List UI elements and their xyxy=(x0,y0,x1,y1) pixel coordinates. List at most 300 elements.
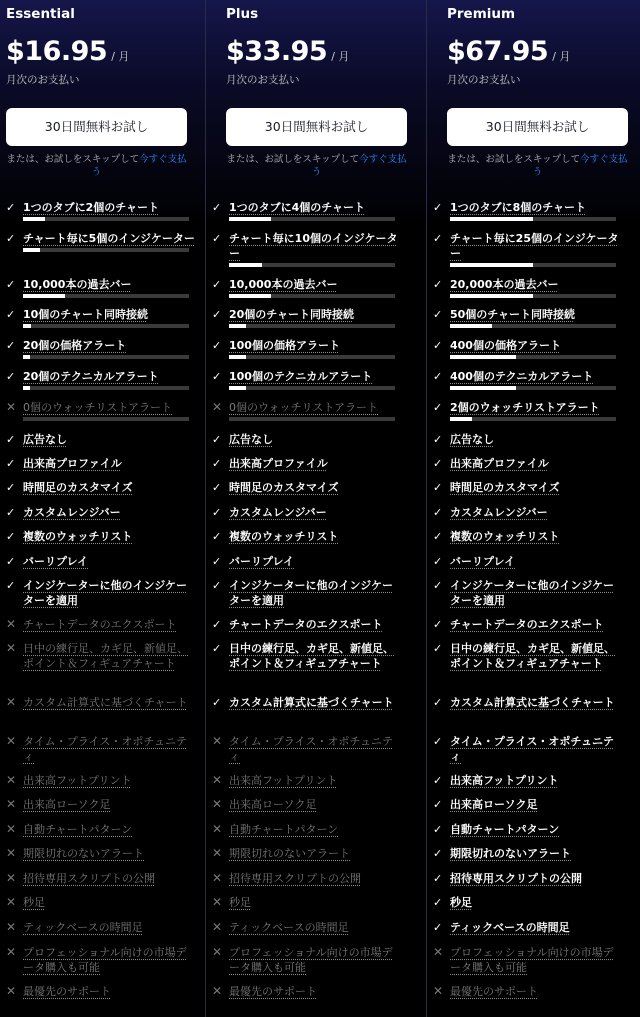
limit-label: チャート毎に5個のインジケーター xyxy=(23,232,195,245)
cross-icon: ✕ xyxy=(6,920,17,934)
feature-label: 出来高フットプリント xyxy=(23,774,132,787)
limit-label: 10,000本の過去バー xyxy=(229,278,338,291)
limit-bar-fill xyxy=(229,263,262,267)
limit-bar-fill xyxy=(229,217,271,221)
feature-label: 招待専用スクリプトの公開 xyxy=(450,872,582,885)
feature-item xyxy=(433,456,623,471)
feature-item xyxy=(433,797,623,812)
limit-label: 0個のウォッチリストアラート xyxy=(229,401,379,414)
check-icon: ✓ xyxy=(433,401,443,414)
feature-label: 時間足のカスタマイズ xyxy=(229,481,339,494)
cross-icon: ✕ xyxy=(6,797,17,811)
limit-label: 20個のテクニカルアラート xyxy=(23,370,159,383)
limit-bar-fill xyxy=(450,263,533,267)
limit-label: 0個のウォッチリストアラート xyxy=(23,401,173,414)
cross-icon: ✕ xyxy=(212,945,223,959)
feature-item xyxy=(6,846,196,861)
feature-item xyxy=(433,554,623,569)
limit-feature xyxy=(6,369,196,390)
cross-icon: ✕ xyxy=(212,797,223,811)
check-icon: ✓ xyxy=(6,433,16,446)
cross-icon: ✕ xyxy=(212,984,223,998)
feature-label: プロフェッショナル向けの市場データ購入も可能 xyxy=(450,946,614,974)
feature-label: 日中の練行足、カギ足、新値足、ポイント＆フィギュアチャート xyxy=(229,642,394,670)
feature-item xyxy=(212,578,402,608)
limit-bar xyxy=(23,248,189,252)
price-period: / 月 xyxy=(331,50,350,63)
price-row xyxy=(226,36,426,70)
limit-feature xyxy=(433,369,623,390)
check-icon: ✓ xyxy=(212,579,222,592)
feature-label: 期限切れのないアラート xyxy=(229,847,350,860)
plan-name: Essential xyxy=(6,6,75,22)
billing-cycle: 月次のお支払い xyxy=(447,74,521,86)
check-icon: ✓ xyxy=(6,339,16,352)
limit-bar-fill xyxy=(23,294,65,298)
feature-label: インジケーターに他のインジケーターを適用 xyxy=(229,579,394,607)
feature-label: 出来高プロファイル xyxy=(23,457,122,470)
check-icon: ✓ xyxy=(212,555,222,568)
check-icon: ✓ xyxy=(433,847,443,860)
feature-item xyxy=(212,846,402,861)
plan-column-plus xyxy=(206,0,427,1017)
feature-item xyxy=(433,984,623,999)
check-icon: ✓ xyxy=(6,481,16,494)
feature-label: 自動チャートパターン xyxy=(229,823,339,836)
plan-name: Premium xyxy=(447,6,516,22)
feature-label: 招待専用スクリプトの公開 xyxy=(229,872,361,885)
limit-label: 1つのタブに4個のチャート xyxy=(229,201,365,214)
feature-label: 広告なし xyxy=(229,433,273,446)
feature-item xyxy=(6,895,196,910)
feature-label: バーリプレイ xyxy=(23,555,89,568)
check-icon: ✓ xyxy=(6,457,16,470)
limit-bar-fill xyxy=(450,217,533,221)
cross-icon: ✕ xyxy=(212,920,223,934)
check-icon: ✓ xyxy=(212,370,222,383)
limit-label: 100個の価格アラート xyxy=(229,339,340,352)
limit-bar xyxy=(229,217,395,221)
feature-item xyxy=(433,641,623,671)
feature-item xyxy=(212,773,402,788)
feature-label: 複数のウォッチリスト xyxy=(229,530,339,543)
feature-label: ティックベースの時間足 xyxy=(450,921,570,934)
pay-now-link[interactable]: 今すぐ支払う xyxy=(91,154,187,178)
feature-label: 最優先のサポート xyxy=(23,985,111,998)
feature-item xyxy=(212,505,402,520)
feature-label: 期限切れのないアラート xyxy=(450,847,571,860)
feature-label: 日中の練行足、カギ足、新値足、ポイント＆フィギュアチャート xyxy=(23,642,188,670)
check-icon: ✓ xyxy=(433,735,443,748)
cross-icon: ✕ xyxy=(6,617,17,631)
feature-label: タイム・プライス・オポチュニティ xyxy=(23,735,188,763)
feature-item xyxy=(212,920,402,935)
check-icon: ✓ xyxy=(433,872,443,885)
skip-trial-label: または、お試しをスキップして xyxy=(226,154,360,165)
cross-icon: ✕ xyxy=(212,871,223,885)
cross-icon: ✕ xyxy=(212,734,223,748)
limit-bar xyxy=(23,294,189,298)
limit-feature xyxy=(212,338,402,359)
limit-feature xyxy=(212,307,402,328)
check-icon: ✓ xyxy=(212,530,222,543)
limit-feature xyxy=(433,277,623,298)
feature-label: カスタム計算式に基づくチャート xyxy=(23,696,188,709)
price-period: / 月 xyxy=(552,50,571,63)
check-icon: ✓ xyxy=(212,308,222,321)
feature-item xyxy=(6,578,196,608)
cross-icon: ✕ xyxy=(6,641,17,655)
feature-item xyxy=(212,456,402,471)
limit-label: 1つのタブに2個のチャート xyxy=(23,201,159,214)
feature-label: 秒足 xyxy=(450,896,472,909)
feature-label: タイム・プライス・オポチュニティ xyxy=(450,735,615,763)
feature-label: 最優先のサポート xyxy=(229,985,317,998)
feature-label: バーリプレイ xyxy=(450,555,516,568)
check-icon: ✓ xyxy=(433,232,443,245)
limit-feature xyxy=(6,400,196,421)
limit-bar-fill xyxy=(23,324,31,328)
feature-label: チャートデータのエクスポート xyxy=(450,618,604,631)
limit-bar xyxy=(23,417,189,421)
cross-icon: ✕ xyxy=(6,945,17,959)
feature-item xyxy=(6,920,196,935)
feature-label: 複数のウォッチリスト xyxy=(23,530,133,543)
feature-item xyxy=(433,945,623,975)
limit-feature xyxy=(212,231,402,267)
feature-item xyxy=(212,984,402,999)
limit-bar xyxy=(23,386,189,390)
check-icon: ✓ xyxy=(212,506,222,519)
check-icon: ✓ xyxy=(433,555,443,568)
limit-label: 20個の価格アラート xyxy=(23,339,127,352)
feature-label: カスタムレンジバー xyxy=(450,506,548,519)
limit-feature xyxy=(433,307,623,328)
cross-icon: ✕ xyxy=(6,695,17,709)
feature-item xyxy=(433,578,623,608)
limit-bar xyxy=(23,324,189,328)
feature-label: インジケーターに他のインジケーターを適用 xyxy=(23,579,188,607)
limit-label: 10個のチャート同時接続 xyxy=(23,308,148,321)
feature-item xyxy=(6,695,196,710)
feature-label: チャートデータのエクスポート xyxy=(23,618,177,631)
check-icon: ✓ xyxy=(212,696,222,709)
feature-item xyxy=(212,432,402,447)
free-trial-button[interactable]: 30日間無料お試し xyxy=(6,108,187,146)
feature-label: カスタム計算式に基づくチャート xyxy=(229,696,394,709)
limit-bar xyxy=(450,386,616,390)
limit-bar xyxy=(450,417,616,421)
feature-item xyxy=(433,822,623,837)
feature-item xyxy=(6,871,196,886)
limit-bar-fill xyxy=(450,386,516,390)
free-trial-button[interactable]: 30日間無料お試し xyxy=(226,108,407,146)
feature-label: 時間足のカスタマイズ xyxy=(23,481,133,494)
limit-bar xyxy=(450,355,616,359)
feature-item xyxy=(212,480,402,495)
feature-item xyxy=(212,641,402,671)
feature-label: ティックベースの時間足 xyxy=(229,921,349,934)
check-icon: ✓ xyxy=(433,201,443,214)
skip-trial-text xyxy=(447,153,628,179)
feature-item xyxy=(433,895,623,910)
cross-icon: ✕ xyxy=(6,846,17,860)
feature-item xyxy=(433,695,623,710)
limit-bar-fill xyxy=(23,248,40,252)
feature-label: 出来高フットプリント xyxy=(450,774,559,787)
check-icon: ✓ xyxy=(433,530,443,543)
check-icon: ✓ xyxy=(6,370,16,383)
limit-label: 50個のチャート同時接続 xyxy=(450,308,575,321)
limit-label: 20個のチャート同時接続 xyxy=(229,308,354,321)
cross-icon: ✕ xyxy=(433,945,444,959)
feature-label: インジケーターに他のインジケーターを適用 xyxy=(450,579,615,607)
feature-label: プロフェッショナル向けの市場データ購入も可能 xyxy=(229,946,393,974)
check-icon: ✓ xyxy=(433,278,443,291)
skip-trial-text xyxy=(226,153,407,179)
plan-column-essential xyxy=(0,0,206,1017)
limit-bar xyxy=(229,417,395,421)
cross-icon: ✕ xyxy=(6,773,17,787)
feature-label: チャートデータのエクスポート xyxy=(229,618,383,631)
price-period: / 月 xyxy=(111,50,130,63)
feature-item xyxy=(6,456,196,471)
cross-icon: ✕ xyxy=(6,822,17,836)
cross-icon: ✕ xyxy=(6,871,17,885)
feature-item xyxy=(6,617,196,632)
limit-feature xyxy=(6,338,196,359)
limit-bar-fill xyxy=(450,294,533,298)
feature-label: カスタムレンジバー xyxy=(229,506,327,519)
cross-icon: ✕ xyxy=(433,984,444,998)
feature-label: 広告なし xyxy=(23,433,67,446)
cross-icon: ✕ xyxy=(212,895,223,909)
limit-label: 10,000本の過去バー xyxy=(23,278,132,291)
check-icon: ✓ xyxy=(433,339,443,352)
feature-label: 最優先のサポート xyxy=(450,985,538,998)
limit-feature xyxy=(212,400,402,421)
skip-trial-label: または、お試しをスキップして xyxy=(6,154,140,165)
feature-label: 出来高ローソク足 xyxy=(450,798,538,811)
price-row xyxy=(6,36,205,70)
check-icon: ✓ xyxy=(433,308,443,321)
feature-item xyxy=(6,773,196,788)
limit-feature xyxy=(212,277,402,298)
feature-label: タイム・プライス・オポチュニティ xyxy=(229,735,394,763)
feature-label: プロフェッショナル向けの市場データ購入も可能 xyxy=(23,946,187,974)
feature-label: 出来高ローソク足 xyxy=(229,798,317,811)
check-icon: ✓ xyxy=(212,433,222,446)
feature-item xyxy=(6,554,196,569)
limit-bar xyxy=(23,355,189,359)
limit-bar-fill xyxy=(229,355,246,359)
feature-label: カスタムレンジバー xyxy=(23,506,121,519)
limit-label: 1つのタブに8個のチャート xyxy=(450,201,586,214)
plan-column-premium xyxy=(427,0,640,1017)
feature-item xyxy=(212,695,402,710)
feature-item xyxy=(212,554,402,569)
limit-feature xyxy=(433,400,623,421)
check-icon: ✓ xyxy=(433,370,443,383)
check-icon: ✓ xyxy=(6,579,16,592)
plan-price: $33.95 xyxy=(226,36,328,67)
billing-cycle: 月次のお支払い xyxy=(226,74,300,86)
limit-bar-fill xyxy=(23,355,30,359)
limit-feature xyxy=(433,338,623,359)
limit-bar-fill xyxy=(450,355,516,359)
plan-price: $67.95 xyxy=(447,36,549,67)
check-icon: ✓ xyxy=(212,339,222,352)
plan-price: $16.95 xyxy=(6,36,108,67)
check-icon: ✓ xyxy=(433,618,443,631)
limit-bar-fill xyxy=(23,386,30,390)
feature-item xyxy=(6,529,196,544)
feature-item xyxy=(212,895,402,910)
check-icon: ✓ xyxy=(6,506,16,519)
limit-bar-fill xyxy=(450,417,472,421)
limit-feature xyxy=(6,231,196,252)
check-icon: ✓ xyxy=(433,642,443,655)
check-icon: ✓ xyxy=(212,457,222,470)
limit-feature xyxy=(6,277,196,298)
check-icon: ✓ xyxy=(212,642,222,655)
check-icon: ✓ xyxy=(212,618,222,631)
cross-icon: ✕ xyxy=(6,400,17,414)
limit-label: 400個の価格アラート xyxy=(450,339,561,352)
feature-item xyxy=(212,871,402,886)
cross-icon: ✕ xyxy=(212,846,223,860)
feature-item xyxy=(433,480,623,495)
limit-bar xyxy=(229,386,395,390)
limit-label: 2個のウォッチリストアラート xyxy=(450,401,600,414)
limit-label: 100個のテクニカルアラート xyxy=(229,370,373,383)
check-icon: ✓ xyxy=(433,798,443,811)
plan-name: Plus xyxy=(226,6,259,22)
limit-bar xyxy=(229,294,395,298)
check-icon: ✓ xyxy=(433,896,443,909)
cross-icon: ✕ xyxy=(212,400,223,414)
check-icon: ✓ xyxy=(433,774,443,787)
limit-bar xyxy=(23,217,189,221)
limit-feature xyxy=(433,200,623,221)
check-icon: ✓ xyxy=(433,696,443,709)
check-icon: ✓ xyxy=(6,308,16,321)
feature-item xyxy=(6,797,196,812)
feature-label: 自動チャートパターン xyxy=(23,823,133,836)
feature-label: 日中の練行足、カギ足、新値足、ポイント＆フィギュアチャート xyxy=(450,642,615,670)
limit-bar xyxy=(450,217,616,221)
check-icon: ✓ xyxy=(212,201,222,214)
feature-item xyxy=(212,617,402,632)
check-icon: ✓ xyxy=(433,433,443,446)
feature-label: 出来高ローソク足 xyxy=(23,798,111,811)
feature-item xyxy=(433,734,623,764)
limit-feature xyxy=(212,200,402,221)
limit-label: 20,000本の過去バー xyxy=(450,278,559,291)
feature-item xyxy=(6,984,196,999)
limit-bar-fill xyxy=(229,386,246,390)
feature-item xyxy=(433,871,623,886)
skip-trial-label: または、お試しをスキップして xyxy=(447,154,581,165)
feature-item xyxy=(6,822,196,837)
limit-bar xyxy=(450,263,616,267)
check-icon: ✓ xyxy=(433,823,443,836)
limit-bar-fill xyxy=(450,324,492,328)
cross-icon: ✕ xyxy=(212,773,223,787)
feature-item xyxy=(6,734,196,764)
limit-label: チャート毎に10個のインジケーター xyxy=(229,232,398,260)
feature-label: バーリプレイ xyxy=(229,555,295,568)
check-icon: ✓ xyxy=(212,481,222,494)
limit-feature xyxy=(212,369,402,390)
feature-label: 期限切れのないアラート xyxy=(23,847,144,860)
limit-bar xyxy=(229,355,395,359)
feature-item xyxy=(212,797,402,812)
feature-label: 自動チャートパターン xyxy=(450,823,560,836)
free-trial-button[interactable]: 30日間無料お試し xyxy=(447,108,628,146)
check-icon: ✓ xyxy=(433,481,443,494)
feature-item xyxy=(212,529,402,544)
feature-label: 出来高プロファイル xyxy=(450,457,549,470)
feature-item xyxy=(6,505,196,520)
check-icon: ✓ xyxy=(6,555,16,568)
limit-feature xyxy=(6,200,196,221)
pay-now-link[interactable]: 今すぐ支払う xyxy=(311,154,407,178)
feature-label: 秒足 xyxy=(23,896,45,909)
check-icon: ✓ xyxy=(433,579,443,592)
pay-now-link[interactable]: 今すぐ支払う xyxy=(532,154,628,178)
limit-bar xyxy=(450,294,616,298)
check-icon: ✓ xyxy=(212,232,222,245)
feature-label: 広告なし xyxy=(450,433,494,446)
check-icon: ✓ xyxy=(6,530,16,543)
limit-bar-fill xyxy=(23,217,45,221)
check-icon: ✓ xyxy=(6,232,16,245)
price-row xyxy=(447,36,640,70)
feature-label: カスタム計算式に基づくチャート xyxy=(450,696,615,709)
feature-item xyxy=(433,920,623,935)
feature-item xyxy=(212,822,402,837)
limit-feature xyxy=(433,231,623,267)
feature-item xyxy=(6,945,196,975)
feature-item xyxy=(433,505,623,520)
cross-icon: ✕ xyxy=(212,822,223,836)
limit-label: 400個のテクニカルアラート xyxy=(450,370,594,383)
limit-bar-fill xyxy=(229,294,271,298)
feature-item xyxy=(433,617,623,632)
feature-item xyxy=(212,945,402,975)
feature-item xyxy=(6,480,196,495)
check-icon: ✓ xyxy=(212,278,222,291)
limit-bar xyxy=(229,324,395,328)
cross-icon: ✕ xyxy=(6,895,17,909)
billing-cycle: 月次のお支払い xyxy=(6,74,80,86)
limit-bar-fill xyxy=(229,324,246,328)
cross-icon: ✕ xyxy=(6,734,17,748)
feature-label: 秒足 xyxy=(229,896,251,909)
feature-label: 複数のウォッチリスト xyxy=(450,530,560,543)
cross-icon: ✕ xyxy=(6,984,17,998)
check-icon: ✓ xyxy=(6,278,16,291)
feature-item xyxy=(433,529,623,544)
feature-label: 時間足のカスタマイズ xyxy=(450,481,560,494)
feature-label: ティックベースの時間足 xyxy=(23,921,143,934)
limit-bar xyxy=(450,324,616,328)
feature-item xyxy=(433,432,623,447)
check-icon: ✓ xyxy=(433,506,443,519)
feature-label: 出来高プロファイル xyxy=(229,457,328,470)
feature-item xyxy=(6,641,196,671)
